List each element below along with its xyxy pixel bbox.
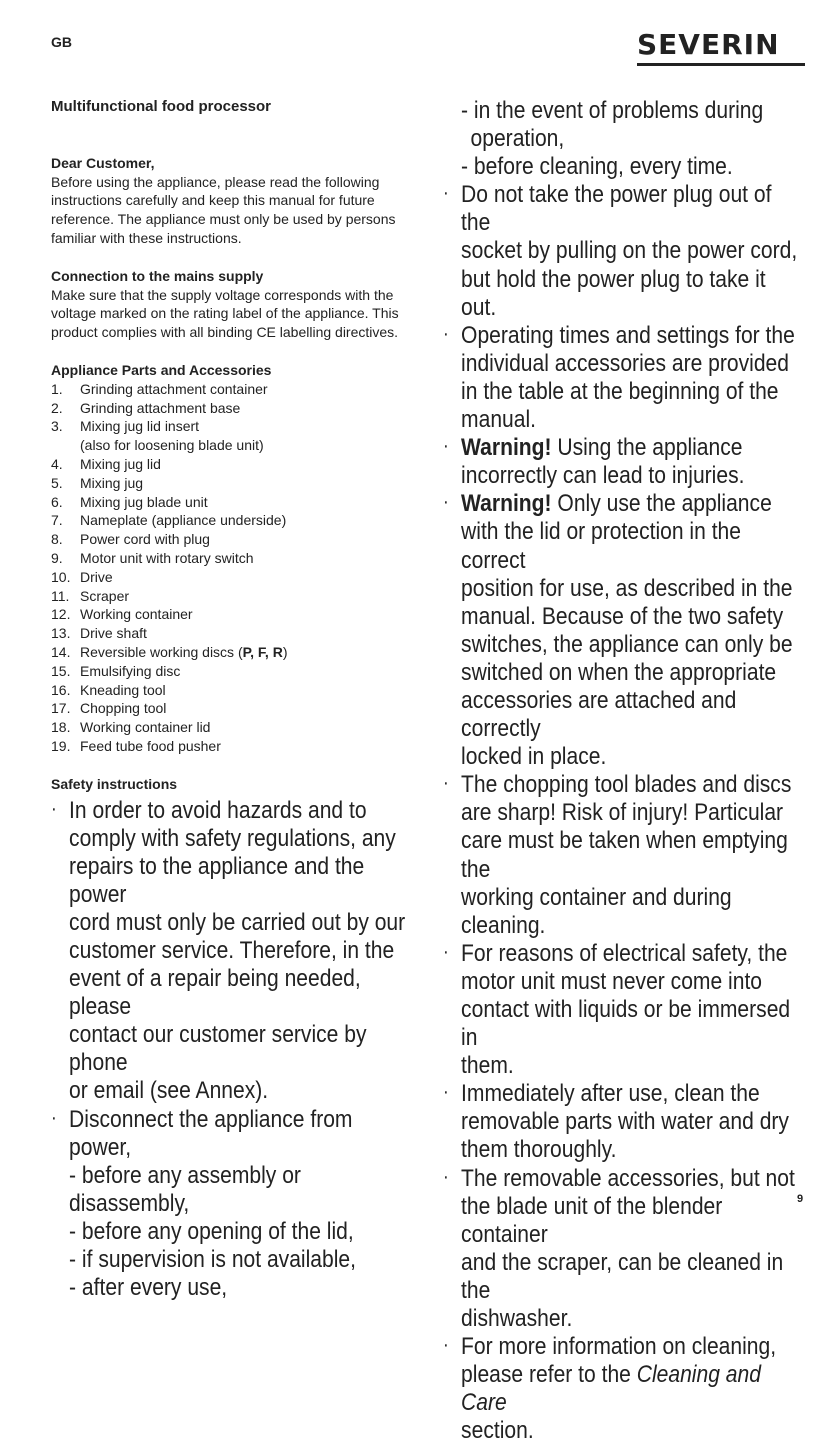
safety-bullet-6: · Warning! Only use the appliance with the lid or protection in the correct position for use, as described in the manual. Because of the two safety switches, the appliance can only be switched on when the appropriate accessories are attached and correctly locked in place. xyxy=(443,490,793,771)
list-item: 5. Mixing jug xyxy=(51,474,144,491)
list-item: 17. Chopping tool xyxy=(51,700,167,717)
safety-bullet-8: · For reasons of electrical safety, the motor unit must never come into contact with liquids or be immersed in them. xyxy=(443,939,791,1080)
mains-line: product complies with all binding CE labelling directives. xyxy=(51,324,399,341)
bullet-dot: · xyxy=(443,1081,449,1104)
list-item: 6. Mixing jug blade unit xyxy=(51,493,208,510)
bullet-dot: · xyxy=(51,1106,57,1129)
safety-bullet-1: · In order to avoid hazards and to comply with safety regulations, any repairs to the appliance and the power cord must only be carried out by our customer service. Therefore, in the event of a repair being needed, please contact our customer service by phone or email (see Annex). xyxy=(51,796,406,1105)
bullet-dot: · xyxy=(443,322,449,345)
list-item: 16. Kneading tool xyxy=(51,681,166,698)
intro-line: reference. The appliance must only be used by persons xyxy=(51,211,396,228)
list-item: 2. Grinding attachment base xyxy=(51,399,241,416)
left-column xyxy=(51,98,421,1302)
list-item: 12. Working container xyxy=(51,606,193,623)
safety-bullet-2: · Disconnect the appliance from power, - before any assembly or disassembly, - before any opening of the lid, - if supervision is not available, - after every use, xyxy=(51,1105,356,1302)
parts-heading: Appliance Parts and Accessories xyxy=(51,361,272,378)
list-item: 4. Mixing jug lid xyxy=(51,455,161,472)
safety-bullet-9: · Immediately after use, clean the removable parts with water and dry them thoroughly. xyxy=(443,1080,789,1164)
list-item: 1. Grinding attachment container xyxy=(51,380,268,397)
intro-line: familiar with these instructions. xyxy=(51,229,242,246)
safety-bullet-4: · Operating times and settings for the individual accessories are provided in the table at the beginning of the manual. xyxy=(443,321,795,434)
bullet-dot: · xyxy=(443,1334,449,1357)
cross-reference: Cleaning and Care xyxy=(461,1361,761,1417)
list-item: 18. Working container lid xyxy=(51,719,211,736)
warning-label: Warning! xyxy=(461,490,552,518)
mains-heading: Connection to the mains supply xyxy=(51,267,264,284)
safety-bullet-3: · Do not take the power plug out of the socket by pulling on the power cord, but hold the power plug to take it out. xyxy=(443,181,798,321)
document-title: Multifunctional food processor xyxy=(51,98,271,115)
list-item: 19. Feed tube food pusher xyxy=(51,737,221,754)
bullet-dot: · xyxy=(443,772,449,795)
safety-bullet-5: · Warning! Using the appliance incorrectly can lead to injuries. xyxy=(443,434,745,490)
safety-bullet-10: · The removable accessories, but not the blade unit of the blender container and the scraper, can be cleaned in the dishwasher. xyxy=(443,1164,795,1333)
list-item: 14. Reversible working discs (P, F, R) xyxy=(51,643,288,660)
parts-section xyxy=(51,361,421,756)
list-item: 13. Drive shaft xyxy=(51,625,147,642)
right-column xyxy=(443,97,839,1446)
bullet-dot: · xyxy=(443,182,449,205)
list-item: 10. Drive xyxy=(51,568,113,585)
list-item: 8. Power cord with plug xyxy=(51,531,210,548)
list-item: 11. Scraper xyxy=(51,587,130,604)
mains-line: voltage marked on the rating label of the appliance. This xyxy=(51,305,399,322)
bullet-dot: · xyxy=(443,435,449,458)
intro-heading: Dear Customer, xyxy=(51,154,155,171)
parts-list xyxy=(51,380,421,756)
brand-name: SEVERIN xyxy=(637,28,780,61)
list-item: 15. Emulsifying disc xyxy=(51,662,181,679)
safety-bullet-7: · The chopping tool blades and discs are sharp! Risk of injury! Particular care must be taken when emptying the working container and during cleaning. xyxy=(443,771,792,939)
list-item: 3. Mixing jug lid insert (also for loosening blade unit) xyxy=(51,418,264,454)
bullet-dot: · xyxy=(443,491,449,514)
logo-underline xyxy=(637,63,805,66)
page-number: 9 xyxy=(797,1193,804,1205)
safety-right-text: - in the event of problems during operation, - before cleaning, every time. · Do not take the power plug out of the socket by pulling on the power cord, but hold the power plug to take it out. · Operating times and settings for the individual accessories are provided in the table at the beginning of the manual. · Warning! Using the appliance incorrectly can lead to injuries. · Warning! Only use the appliance with the lid or protection in the correct position for use, as described in the manual. Because of the two safety switches, the appliance can only be switched on when the appropriate accessories are attached and correctly locked in place. · The chopping tool blades and discs are sharp! Risk of injury! Particular care must be taken when emptying the working container and during cleaning. · For reasons of electrical safety, the motor unit must never come into contact with liquids or be immersed in them. · Immediately after use, clean the removable parts with water and dry them thoroughly. · The removable accessories, but not the blade unit of the blender container and the scraper, can be cleaned in the dishwasher. · For more information on cleaning, please refer to the Cleaning and Care section. xyxy=(443,97,804,1446)
bullet-dot: · xyxy=(443,940,449,963)
list-item: 9. Motor unit with rotary switch xyxy=(51,549,254,566)
mains-line: Make sure that the supply voltage corresponds with the xyxy=(51,286,394,303)
warning-label: Warning! xyxy=(461,434,552,462)
intro-line: instructions carefully and keep this manual for future xyxy=(51,192,375,209)
language-code: GB xyxy=(51,34,72,50)
safety-left-text xyxy=(51,797,412,1303)
safety-bullet-11: · For more information on cleaning, please refer to the Cleaning and Care section. xyxy=(443,1333,777,1445)
safety-heading: Safety instructions xyxy=(51,775,178,792)
bullet-dot: · xyxy=(443,1165,449,1188)
mains-section xyxy=(51,267,421,342)
intro-line: Before using the appliance, please read the following xyxy=(51,173,380,190)
bullet-dot: · xyxy=(51,797,57,820)
intro-section xyxy=(51,154,421,248)
list-item: 7. Nameplate (appliance underside) xyxy=(51,512,287,529)
severin-logo xyxy=(637,28,805,66)
